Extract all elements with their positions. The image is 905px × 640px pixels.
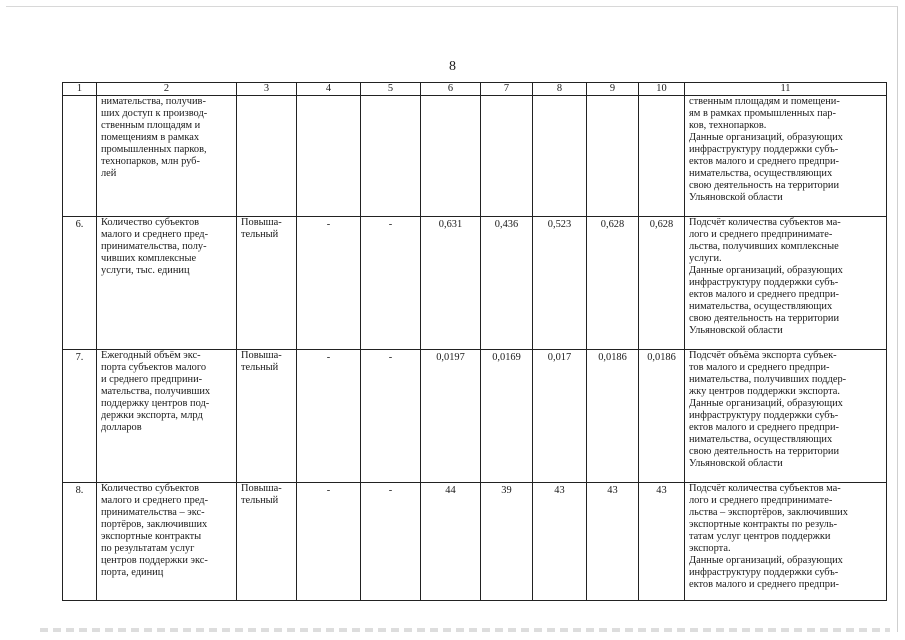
source-text-line: Данные организаций, образующих [689,265,843,276]
source-text-line: ков, технопарков. [689,120,767,131]
source-text-line: услуги. [689,253,722,264]
value-cell-c4: - [297,350,361,483]
indicator-text-line: Количество субъектов [101,217,200,228]
value-cell-c9: 43 [587,483,639,601]
indicator-type-cell: Повыша-тельный [237,350,297,483]
source-text-line: экспортные контракты по резуль- [689,519,838,530]
source-text-line: Подсчёт объёма экспорта субъек- [689,350,837,361]
source-text-line: Данные организаций, образующих [689,555,843,566]
value-cell-c6: 0,631 [421,217,481,350]
indicator-text-line: и среднего предприни- [101,374,203,385]
value-cell-c7: 0,0169 [481,350,533,483]
header-cell: 4 [297,83,361,96]
value-cell-c6: 0,0197 [421,350,481,483]
data-source-cell [685,483,887,601]
source-text-line: свою деятельность на территории [689,446,840,457]
header-cell: 9 [587,83,639,96]
indicator-text-line: поддержку центров под- [101,398,210,409]
data-source-text [689,217,882,337]
source-text-line: нимательства, осуществляющих [689,168,833,179]
source-text-line: экспорта. [689,543,731,554]
indicator-text-line: лей [101,168,117,179]
value-cell-c6 [421,96,481,217]
source-text-line: льства – экспортёров, заключивших [689,507,848,518]
data-source-text [689,96,882,204]
indicator-text-line: Количество субъектов [101,483,200,494]
indicator-name-cell [97,217,237,350]
value-cell-c9: 0,628 [587,217,639,350]
value-cell-c6: 44 [421,483,481,601]
value-cell-c8 [533,96,587,217]
value-cell-c9: 0,0186 [587,350,639,483]
indicator-text-line: технопарков, млн руб- [101,156,200,167]
row-number-cell: 7. [63,350,97,483]
indicator-text-line: держки экспорта, млрд [101,410,203,421]
header-cell: 8 [533,83,587,96]
indicator-text-line: малого и среднего пред- [101,495,209,506]
value-cell-c7: 39 [481,483,533,601]
row-number-cell [63,96,97,217]
table-row [63,350,887,483]
value-cell-c5 [361,96,421,217]
source-text-line: ектов малого и среднего предпри- [689,289,839,300]
source-text-line: Подсчёт количества субъектов ма- [689,483,841,494]
source-text-line: ектов малого и среднего предпри- [689,422,839,433]
header-cell: 3 [237,83,297,96]
source-text-line: Ульяновской области [689,192,783,203]
indicator-text-line: чивших комплексные [101,253,197,264]
source-text-line: Ульяновской области [689,325,783,336]
source-text-line: льства, получивших комплексные [689,241,839,252]
indicator-text-line: малого и среднего пред- [101,229,209,240]
indicator-name-cell [97,483,237,601]
header-cell: 2 [97,83,237,96]
source-text-line: инфраструктуру поддержки субъ- [689,410,839,421]
data-source-text [689,350,882,470]
indicator-text-line: порта, единиц [101,567,164,578]
page-number: 8 [449,59,456,74]
source-text-line: татам услуг центров поддержки [689,531,831,542]
value-cell-c5: - [361,350,421,483]
source-text-line: Ульяновской области [689,458,783,469]
indicator-text-line: услуги, тыс. единиц [101,265,190,276]
value-cell-c5: - [361,483,421,601]
source-text-line: нимательства, осуществляющих [689,301,833,312]
source-text-line: жку центров поддержки экспорта. [689,386,840,397]
value-cell-c10 [639,96,685,217]
indicator-text-line: принимательства, полу- [101,241,207,252]
indicator-type-cell [237,96,297,217]
header-cell: 11 [685,83,887,96]
indicator-text-line: портёров, заключивших [101,519,208,530]
header-cell: 1 [63,83,97,96]
indicators-table [62,82,887,601]
indicator-text-line: экспортные контракты [101,531,202,542]
value-cell-c7: 0,436 [481,217,533,350]
source-text-line: лого и среднего предпринимате- [689,229,833,240]
header-cell: 10 [639,83,685,96]
row-number-cell: 6. [63,217,97,350]
value-cell-c8: 0,017 [533,350,587,483]
indicator-text-line: порта субъектов малого [101,362,207,373]
indicator-text-line: по результатам услуг [101,543,195,554]
indicator-text-line: промышленных парков, [101,144,207,155]
indicator-text-line: нимательства, получив- [101,96,206,107]
source-text-line: нимательства, получивших поддер- [689,374,847,385]
value-cell-c7 [481,96,533,217]
table-row [63,483,887,601]
source-text-line: Данные организаций, образующих [689,132,843,143]
indicator-text-line: Ежегодный объём экс- [101,350,201,361]
indicator-type-cell: Повыша-тельный [237,483,297,601]
indicator-text-line: ственным площадям и [101,120,201,131]
value-cell-c10: 43 [639,483,685,601]
indicator-text-line: ших доступ к производ- [101,108,208,119]
source-text-line: нимательства, осуществляющих [689,434,833,445]
source-text-line: инфраструктуру поддержки субъ- [689,144,839,155]
source-text-line: Данные организаций, образующих [689,398,843,409]
table-row [63,96,887,217]
header-cell: 6 [421,83,481,96]
source-text-line: ектов малого и среднего предпри- [689,156,839,167]
table-header-row [63,83,887,96]
table-row [63,217,887,350]
header-cell: 5 [361,83,421,96]
value-cell-c9 [587,96,639,217]
data-source-cell [685,350,887,483]
value-cell-c8: 43 [533,483,587,601]
row-number-cell: 8. [63,483,97,601]
source-text-line: ектов малого и среднего предпри- [689,579,839,590]
scan-edge-artifact [40,628,890,632]
indicator-text-line: долларов [101,422,142,433]
indicator-text-line: центров поддержки экс- [101,555,208,566]
indicator-name-cell [97,96,237,217]
indicator-text-line: помещениям в рамках [101,132,200,143]
header-cell: 7 [481,83,533,96]
value-cell-c10: 0,0186 [639,350,685,483]
indicator-name-cell [97,350,237,483]
indicator-type-cell: Повыша-тельный [237,217,297,350]
value-cell-c4: - [297,483,361,601]
source-text-line: лого и среднего предпринимате- [689,495,833,506]
source-text-line: свою деятельность на территории [689,313,840,324]
value-cell-c5: - [361,217,421,350]
value-cell-c4 [297,96,361,217]
source-text-line: ям в рамках промышленных пар- [689,108,836,119]
source-text-line: инфраструктуру поддержки субъ- [689,277,839,288]
indicator-text-line: принимательства – экс- [101,507,205,518]
source-text-line: свою деятельность на территории [689,180,840,191]
source-text-line: тов малого и среднего предпри- [689,362,830,373]
value-cell-c10: 0,628 [639,217,685,350]
data-source-text [689,483,882,598]
indicator-text-line: мательства, получивших [101,386,211,397]
value-cell-c4: - [297,217,361,350]
source-text-line: инфраструктуру поддержки субъ- [689,567,839,578]
data-source-cell [685,217,887,350]
data-source-cell [685,96,887,217]
source-text-line: ственным площадям и помещени- [689,96,840,107]
source-text-line: Подсчёт количества субъектов ма- [689,217,841,228]
value-cell-c8: 0,523 [533,217,587,350]
